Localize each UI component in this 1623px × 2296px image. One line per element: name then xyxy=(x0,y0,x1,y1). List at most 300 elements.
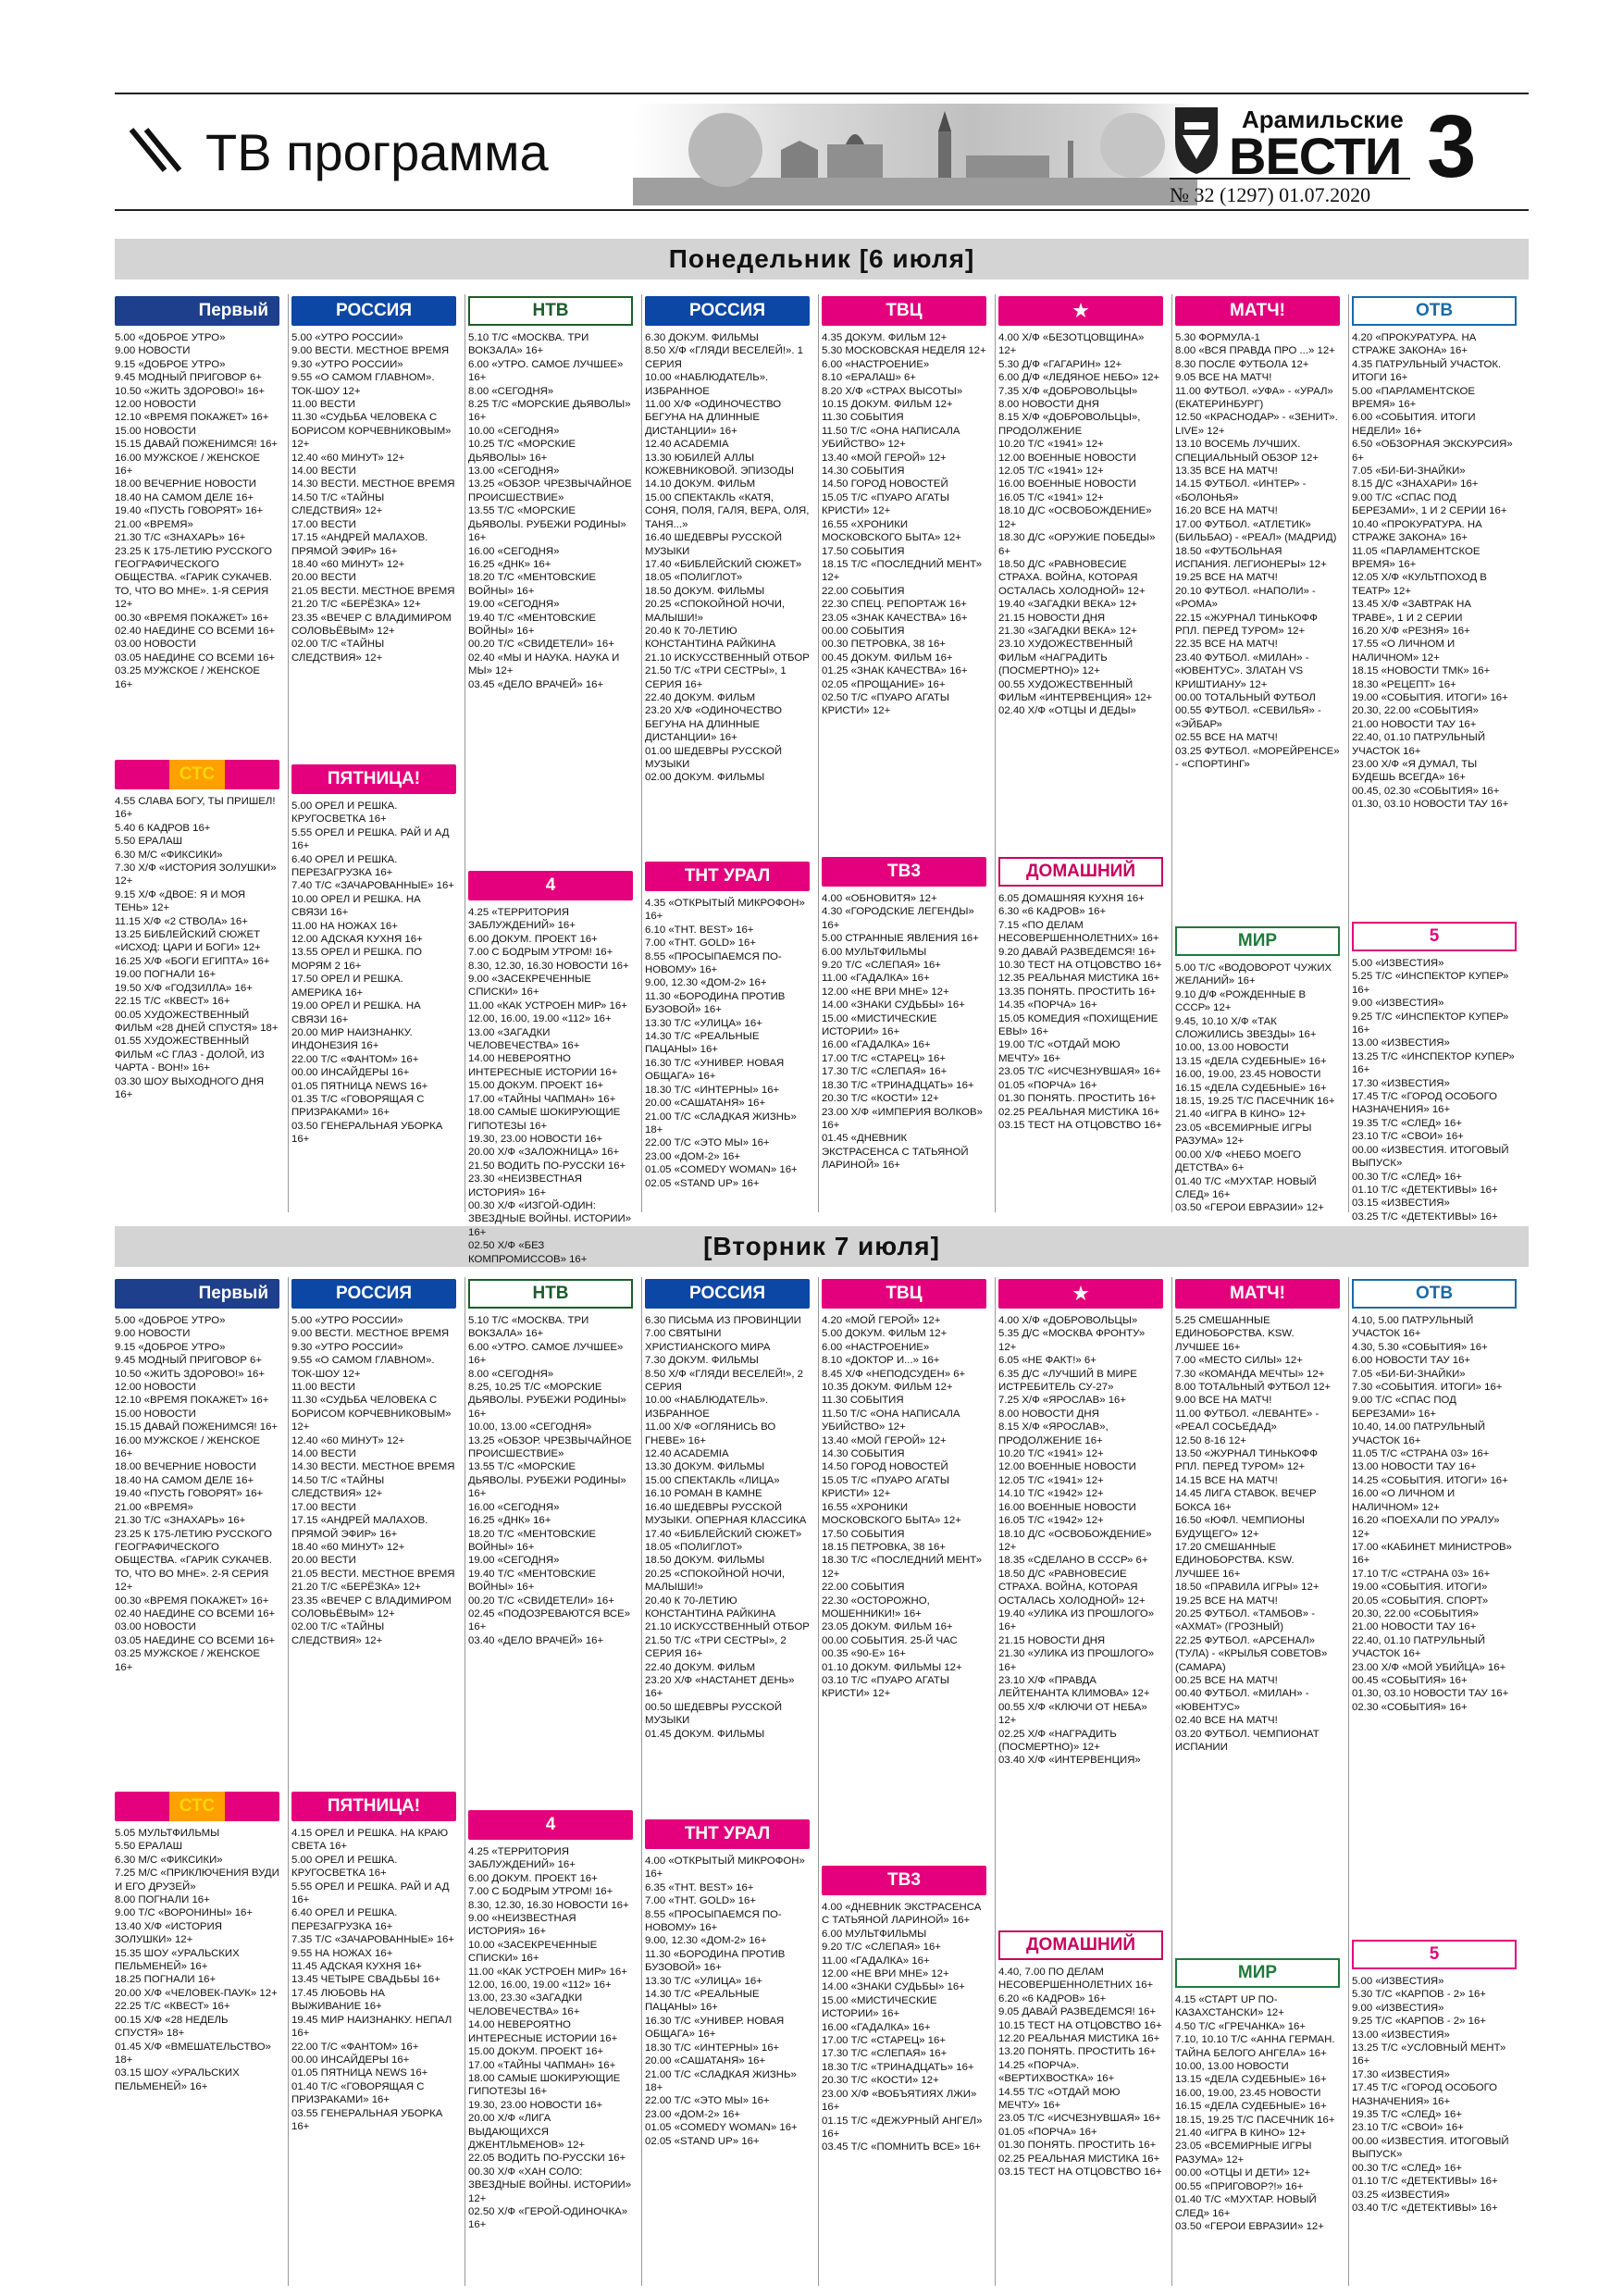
program-item: 5.50 ЕРАЛАШ xyxy=(115,1841,183,1853)
program-item: 01.40 Т/С «МУХТАР. НОВЫЙ СЛЕД» 16+ xyxy=(1175,2194,1317,2219)
program-list-mon-3a xyxy=(468,331,633,865)
channel-logo-otv-mon-a8 xyxy=(1352,296,1517,326)
program-item: 12.10 «ВРЕМЯ ПОКАЖЕТ» 16+ xyxy=(115,412,269,424)
channel-logo-text: ТВЦ xyxy=(886,1284,923,1303)
program-item: 8.55 «ПРОСЫПАЕМСЯ ПО-НОВОМУ» 16+ xyxy=(645,1908,782,1934)
program-item: 6.00 «СОБЫТИЯ. ИТОГИ НЕДЕЛИ» 16+ xyxy=(1352,412,1476,437)
program-item: 17.00 Т/С «СТАРЕЦ» 16+ xyxy=(822,1052,946,1064)
program-item: 4.10, 5.00 ПАТРУЛЬНЫЙ УЧАСТОК 16+ xyxy=(1352,1315,1474,1340)
program-item: 13.35 ВСЕ НА МАТЧ! xyxy=(1175,465,1278,478)
column-divider xyxy=(1171,1277,1172,2286)
channel-logo-ural4-tue-b3 xyxy=(468,1810,633,1840)
program-item: 01.55 ХУДОЖЕСТВЕННЫЙ ФИЛЬМ «С ГЛАЗ - ДОЛОЙ, ИЗ ЧАРТА - ВОН!» 16+ xyxy=(115,1036,265,1074)
program-item: 5.05 МУЛЬТФИЛЬМЫ xyxy=(115,1828,220,1839)
program-item: 00.00 СОБЫТИЯ xyxy=(822,625,905,637)
program-item: 11.30 СОБЫТИЯ xyxy=(822,412,904,424)
program-item: 20.00 ВЕСТИ xyxy=(291,572,356,584)
program-item: 20.00 «САШАТАНЯ» 16+ xyxy=(645,1098,766,1110)
program-item: 23.00 Х/Ф «Я ДУМАЛ, ТЫ БУДЕШЬ ВСЕГДА» 16+ xyxy=(1352,759,1478,784)
channel-logo-text: РОССИЯ xyxy=(689,301,765,320)
program-item: 9.00, 12.30 «ДОМ-2» 16+ xyxy=(645,1935,767,1947)
program-item: 8.30, 12.30, 16.30 НОВОСТИ 16+ xyxy=(468,1899,629,1911)
program-item: 19.40 «ПУСТЬ ГОВОРЯТ» 16+ xyxy=(115,1488,264,1500)
program-list-mon-7a xyxy=(1175,331,1340,921)
program-item: 20.00 Х/Ф «ЧЕЛОВЕК-ПАУК» 12+ xyxy=(115,1987,278,1999)
program-item: 02.50 Х/Ф «ГЕРОЙ-ОДИНОЧКА» 16+ xyxy=(468,2205,628,2231)
channel-logo-text: НТВ xyxy=(468,1279,633,1309)
program-item: 03.15 ШОУ «УРАЛЬСКИХ ПЕЛЬМЕНЕЙ» 16+ xyxy=(115,2067,240,2092)
program-item: 11.00 НА НОЖАХ 16+ xyxy=(291,920,398,932)
program-item: 5.00 «ИЗВЕСТИЯ» xyxy=(1352,1976,1444,1987)
program-item: 22.40, 01.10 ПАТРУЛЬНЫЙ УЧАСТОК 16+ xyxy=(1352,1634,1486,1660)
program-item: 22.00 Т/С «ФАНТОМ» 16+ xyxy=(291,1053,419,1065)
program-item: 01.05 ПЯТНИЦА NEWS 16+ xyxy=(291,2067,428,2079)
program-item: 4.00 Х/Ф «ДОБРОВОЛЬЦЫ» xyxy=(998,1315,1138,1326)
program-item: 16.55 «ХРОНИКИ МОСКОВСКОГО БЫТА» 12+ xyxy=(822,518,961,544)
program-item: 4.35 ПАТРУЛЬНЫЙ УЧАСТОК. ИТОГИ 16+ xyxy=(1352,358,1502,384)
coat-of-arms-icon xyxy=(1170,102,1223,176)
program-item: 03.25 ФУТБОЛ. «МОРЕЙРЕНСЕ» - «СПОРТИНГ» xyxy=(1175,745,1340,770)
program-item: 11.30 СОБЫТИЯ xyxy=(822,1395,904,1407)
program-item: 21.00 Т/С «СЛАДКАЯ ЖИЗНЬ» 18+ xyxy=(645,1111,797,1136)
program-item: 13.40 «МОЙ ГЕРОЙ» 12+ xyxy=(822,1434,947,1446)
program-item: 4.00 «ОТКРЫТЫЙ МИКРОФОН» 16+ xyxy=(645,1855,805,1880)
program-item: 19.40 «УЛИКА ИЗ ПРОШЛОГО» 16+ xyxy=(998,1607,1155,1633)
program-item: 03.50 «ГЕРОИ ЕВРАЗИИ» 12+ xyxy=(1175,1202,1324,1214)
channel-logo-kultura-mon-a4 xyxy=(645,296,810,326)
program-item: 9.00 ВСЕ НА МАТЧ! xyxy=(1175,1395,1272,1407)
program-item: 19.00 Т/С «ОТДАЙ МОЮ МЕЧТУ» 16+ xyxy=(998,1039,1121,1064)
program-item: 10.15 ДОКУМ. ФИЛЬМ 12+ xyxy=(822,399,953,411)
program-item: 19.00 «СОБЫТИЯ. ИТОГИ» 16+ xyxy=(1352,691,1508,703)
program-item: 16.15 «ДЕЛА СУДЕБНЫЕ» 16+ xyxy=(1175,1082,1327,1094)
program-item: 23.10 Т/С «СВОИ» 16+ xyxy=(1352,1131,1464,1143)
program-item: 11.00 ВЕСТИ xyxy=(291,1382,356,1394)
channel-logo-text: Первый xyxy=(198,1284,268,1303)
program-item: 03.50 ГЕНЕРАЛЬНАЯ УБОРКА 16+ xyxy=(291,1120,443,1146)
program-item: 9.00 НОВОСТИ xyxy=(115,1328,191,1340)
program-item: 14.00 «ЗНАКИ СУДЬБЫ» 16+ xyxy=(822,999,965,1011)
channel-logo-mir-mon-b7 xyxy=(1175,926,1340,956)
program-item: 19.25 ВСЕ НА МАТЧ! xyxy=(1175,572,1278,584)
program-item: 6.00 «УТРО. САМОЕ ЛУЧШЕЕ» 16+ xyxy=(468,358,624,384)
program-item: 6.00 ДОКУМ. ПРОЕКТ 16+ xyxy=(468,1872,598,1884)
program-item: 20.40 К 70-ЛЕТИЮ КОНСТАНТИНА РАЙКИНА xyxy=(645,625,776,651)
program-item: 7.05 «БИ-БИ-ЗНАЙКИ» xyxy=(1352,1368,1466,1380)
program-item: 10.20 Т/С «1941» 12+ xyxy=(998,1448,1104,1460)
program-item: 17.45 Т/С «ГОРОД ОСОБОГО НАЗНАЧЕНИЯ» 16+ xyxy=(1352,1091,1498,1116)
program-item: 10.40 «ПРОКУРАТУРА. НА СТРАЖЕ ЗАКОНА» 16+ xyxy=(1352,518,1482,544)
logo-small-text: Арамильские xyxy=(1242,105,1404,133)
program-item: 21.05 ВЕСТИ. МЕСТНОЕ ВРЕМЯ xyxy=(291,585,455,597)
program-item: 6.00 ДОКУМ. ПРОЕКТ 16+ xyxy=(468,933,598,945)
column-divider xyxy=(1348,1277,1349,2286)
program-item: 17.00 «ТАЙНЫ ЧАПМАН» 16+ xyxy=(468,2059,616,2071)
channel-logo-ctc-mon-b1 xyxy=(115,760,279,789)
program-item: 18.15 «НОВОСТИ ТМК» 16+ xyxy=(1352,665,1491,677)
program-item: 03.20 ФУТБОЛ. ЧЕМПИОНАТ ИСПАНИИ xyxy=(1175,1728,1319,1753)
program-item: 00.00 «ОТЦЫ И ДЕТИ» 12+ xyxy=(1175,2167,1311,2179)
program-item: 03.25 МУЖСКОЕ / ЖЕНСКОЕ 16+ xyxy=(115,1648,260,1673)
program-item: 8.10 «ДОКТОР И...» 16+ xyxy=(822,1355,940,1367)
channel-logo-five-mon-b8 xyxy=(1352,922,1517,951)
program-item: 9.25 Т/С «КАРПОВ - 2» 16+ xyxy=(1352,2016,1486,2028)
program-item: 17.00 «ТАЙНЫ ЧАПМАН» 16+ xyxy=(468,1093,616,1105)
program-item: 10.00 «СЕГОДНЯ» xyxy=(468,425,560,437)
program-item: 18.20 Т/С «МЕНТОВСКИЕ ВОЙНЫ» 16+ xyxy=(468,572,596,597)
program-item: 19.50 Х/Ф «ГОДЗИЛЛА» 16+ xyxy=(115,982,253,994)
program-item: 11.05 Т/С «СТРАНА 03» 16+ xyxy=(1352,1448,1490,1460)
program-item: 15.00 НОВОСТИ xyxy=(115,425,196,437)
program-item: 7.40 Т/С «ЗАЧАРОВАННЫЕ» 16+ xyxy=(291,880,454,892)
program-item: 8.00 «ВСЯ ПРАВДА ПРО ...» 12+ xyxy=(1175,345,1335,357)
program-item: 12.10 «ВРЕМЯ ПОКАЖЕТ» 16+ xyxy=(115,1395,269,1407)
channel-logo-pyatnica-tue-b2 xyxy=(291,1792,456,1821)
program-item: 12.05 Т/С «1941» 12+ xyxy=(998,465,1104,478)
program-item: 13.25 «ОБЗОР. ЧРЕЗВЫЧАЙНОЕ ПРОИСШЕСТВИЕ» xyxy=(468,478,632,503)
program-item: 4.30, 5.30 «СОБЫТИЯ» 16+ xyxy=(1352,1341,1488,1353)
channel-logo-ural4-mon-b3 xyxy=(468,871,633,900)
program-item: 9.30 «УТРО РОССИИ» xyxy=(291,1341,403,1353)
program-item: 15.00 СПЕКТАКЛЬ «ЛИЦА» xyxy=(645,1474,780,1486)
program-item: 6.00 МУЛЬТФИЛЬМЫ xyxy=(822,946,927,958)
program-item: 01.40 Т/С «ГОВОРЯЩАЯ С ПРИЗРАКАМИ» 16+ xyxy=(291,2080,425,2106)
program-item: 01.00 ШЕДЕВРЫ РУССКОЙ МУЗЫКИ xyxy=(645,745,783,770)
program-item: 20.30, 22.00 «СОБЫТИЯ» xyxy=(1352,1607,1479,1620)
program-item: 8.20 Х/Ф «СТРАХ ВЫСОТЫ» xyxy=(822,385,963,397)
program-item: 23.10 Т/С «СВОИ» 16+ xyxy=(1352,2122,1464,2134)
program-item: 13.30 ЮБИЛЕЙ АЛЛЫ КОЖЕВНИКОВОЙ. ЭПИЗОДЫ xyxy=(645,452,794,478)
program-item: 6.00 НОВОСТИ ТАУ 16+ xyxy=(1352,1355,1471,1367)
program-item: 18.30 Т/С «ПОСЛЕДНИЙ МЕНТ» 12+ xyxy=(822,1555,983,1580)
program-item: 13.50 «ЖУРНАЛ ТИНЬКОФФ РПЛ. ПЕРЕД ТУРОМ» 12+ xyxy=(1175,1448,1318,1473)
program-item: 11.45 АДСКАЯ КУХНЯ 16+ xyxy=(291,1961,422,1973)
program-item: 10.35 ДОКУМ. ФИЛЬМ 12+ xyxy=(822,1382,953,1394)
program-item: 23.05 ДОКУМ. ФИЛЬМ 16+ xyxy=(822,1621,953,1633)
page-header xyxy=(115,93,1529,211)
program-item: 11.00 «ГАДАЛКА» 16+ xyxy=(822,973,930,985)
program-item: 5.00 «УТРО РОССИИ» xyxy=(291,1315,403,1326)
program-item: 01.25 «ЗНАК КАЧЕСТВА» 16+ xyxy=(822,665,968,677)
program-item: 20.00 ВЕСТИ xyxy=(291,1555,356,1567)
program-item: 7.00 С БОДРЫМ УТРОМ! 16+ xyxy=(468,1886,613,1898)
channel-logo-otv-tue-a8 xyxy=(1352,1279,1517,1309)
program-item: 6.30 М/С «ФИКСИКИ» xyxy=(115,1854,223,1866)
program-item: 21.50 ВОДИТЬ ПО-РУССКИ 16+ xyxy=(468,1160,626,1172)
program-list-tue-1a xyxy=(115,1314,279,1786)
channel-logo-text: Первый xyxy=(198,301,268,320)
program-item: 18.50 «ПРАВИЛА ИГРЫ» 12+ xyxy=(1175,1582,1319,1594)
program-item: 13.00, 23.30 «ЗАГАДКИ ЧЕЛОВЕЧЕСТВА» 16+ xyxy=(468,1992,583,2017)
program-item: 14.50 Т/С «ТАЙНЫ СЛЕДСТВИЯ» 12+ xyxy=(291,491,385,517)
program-item: 02.40 НАЕДИНЕ СО ВСЕМИ 16+ xyxy=(115,625,276,637)
program-item: 21.00 Т/С «СЛАДКАЯ ЖИЗНЬ» 18+ xyxy=(645,2068,797,2093)
program-item: 00.30 Х/Ф «ИЗГОЙ-ОДИН: ЗВЕЗДНЫЕ ВОЙНЫ. ИСТОРИИ» 16+ xyxy=(468,1199,632,1238)
program-item: 18.30 «РЕЦЕПТ» 16+ xyxy=(1352,678,1456,690)
day-header-monday: Понедельник [6 июля] xyxy=(115,239,1529,279)
program-item: 18.50 «ФУТБОЛЬНАЯ ИСПАНИЯ. ЛЕГИОНЕРЫ» 12+ xyxy=(1175,545,1327,570)
program-item: 16.05 Т/С «1941» 12+ xyxy=(998,491,1104,503)
program-item: 10.00, 13.00 НОВОСТИ xyxy=(1175,2061,1289,2073)
program-item: 18.05 «ПОЛИГЛОТ» xyxy=(645,1541,743,1553)
program-list-tue-6b xyxy=(998,1966,1163,2286)
program-item: 22.30 СПЕЦ. РЕПОРТАЖ 16+ xyxy=(822,599,967,611)
program-item: 19.45 МИР НАИЗНАНКУ. НЕПАЛ 16+ xyxy=(291,2014,452,2040)
channel-logo-text: ТВЦ xyxy=(886,301,923,320)
program-item: 5.10 Т/С «МОСКВА. ТРИ ВОКЗАЛА» 16+ xyxy=(468,332,589,357)
program-item: 15.15 ДАВАЙ ПОЖЕНИМСЯ! 16+ xyxy=(115,1421,279,1433)
program-item: 13.55 Т/С «МОРСКИЕ ДЬЯВОЛЫ. РУБЕЖИ РОДИНЫ» 16+ xyxy=(468,505,626,544)
program-item: 7.00 С БОДРЫМ УТРОМ! 16+ xyxy=(468,947,613,959)
channel-logo-perviy-tue-a1 xyxy=(115,1279,279,1309)
program-item: 21.30 «УЛИКА ИЗ ПРОШЛОГО» 16+ xyxy=(998,1648,1155,1673)
program-item: 23.35 «ВЕЧЕР С ВЛАДИМИРОМ СОЛОВЬЁВЫМ» 12+ xyxy=(291,612,452,637)
program-item: 13.25 Т/С «ИНСПЕКТОР КУПЕР» 16+ xyxy=(1352,1050,1515,1076)
program-item: 12.40 «60 МИНУТ» 12+ xyxy=(291,452,405,464)
program-item: 00.20 Т/С «СВИДЕТЕЛИ» 16+ xyxy=(468,1595,614,1607)
program-item: 18.10 Д/С «ОСВОБОЖДЕНИЕ» 12+ xyxy=(998,1528,1152,1553)
program-item: 10.20 Т/С «1941» 12+ xyxy=(998,439,1104,451)
program-item: 13.45 Х/Ф «ЗАВТРАК НА ТРАВЕ», 1 И 2 СЕРИИ xyxy=(1352,599,1471,624)
channel-logo-domashniy-tue-b6 xyxy=(998,1930,1163,1960)
program-item: 21.00 «ВРЕМЯ» xyxy=(115,1501,193,1513)
program-item: 16.50 «ЮФЛ. ЧЕМПИОНЫ БУДУЩЕГО» 12+ xyxy=(1175,1515,1305,1540)
program-item: 01.05 ПЯТНИЦА NEWS 16+ xyxy=(291,1080,428,1092)
program-item: 18.35 «СДЕЛАНО В СССР» 6+ xyxy=(998,1555,1148,1567)
program-item: 5.00 ОРЕЛ И РЕШКА. КРУГОСВЕТКА 16+ xyxy=(291,800,398,825)
program-item: 13.15 «ДЕЛА СУДЕБНЫЕ» 16+ xyxy=(1175,1055,1327,1067)
program-item: 02.00 Т/С «ТАЙНЫ СЛЕДСТВИЯ» 12+ xyxy=(291,639,385,664)
program-item: 8.00 «СЕГОДНЯ» xyxy=(468,385,554,397)
program-item: 11.30 «БОРОДИНА ПРОТИВ БУЗОВОЙ» 16+ xyxy=(645,990,786,1016)
program-item: 14.00 НЕВЕРОЯТНО ИНТЕРЕСНЫЕ ИСТОРИИ 16+ xyxy=(468,1053,618,1078)
program-item: 02.30 «СОБЫТИЯ» 16+ xyxy=(1352,1701,1468,1713)
program-item: 18.00 ВЕЧЕРНИЕ НОВОСТИ xyxy=(115,1461,256,1473)
program-item: 18.40 НА САМОМ ДЕЛЕ 16+ xyxy=(115,1474,254,1486)
program-item: 23.05 Т/С «ИСЧЕЗНУВШАЯ» 16+ xyxy=(998,2113,1161,2125)
program-item: 10.25 Т/С «МОРСКИЕ ДЬЯВОЛЫ» 16+ xyxy=(468,439,576,464)
program-item: 23.05 «ВСЕМИРНЫЕ ИГРЫ РАЗУМА» 12+ xyxy=(1175,2141,1312,2166)
program-item: 22.00 Т/С «ФАНТОМ» 16+ xyxy=(291,2041,419,2053)
program-item: 14.50 ГОРОД НОВОСТЕЙ xyxy=(822,478,948,490)
church-illustration xyxy=(633,104,1197,205)
program-item: 13.20 ПОНЯТЬ. ПРОСТИТЬ 16+ xyxy=(998,2046,1157,2058)
channel-logo-five-tue-b8 xyxy=(1352,1940,1517,1969)
program-item: 8.00 НОВОСТИ ДНЯ xyxy=(998,1408,1099,1420)
program-list-tue-5b xyxy=(822,1901,986,2286)
program-item: 5.30 МОСКОВСКАЯ НЕДЕЛЯ 12+ xyxy=(822,345,986,357)
program-item: 11.00 «КАК УСТРОЕН МИР» 16+ xyxy=(468,1966,627,1978)
program-item: 12.35 РЕАЛЬНАЯ МИСТИКА 16+ xyxy=(998,973,1160,985)
program-item: 9.30 «УТРО РОССИИ» xyxy=(291,358,403,370)
program-item: 13.00 «ЗАГАДКИ ЧЕЛОВЕЧЕСТВА» 16+ xyxy=(468,1026,580,1052)
program-item: 00.55 ХУДОЖЕСТВЕННЫЙ ФИЛЬМ «ИНТЕРВЕНЦИЯ» 12+ xyxy=(998,678,1153,703)
program-list-tue-2a xyxy=(291,1314,456,1786)
program-item: 16.20 Х/Ф «РЕЗНЯ» 16+ xyxy=(1352,625,1470,637)
program-item: 14.00 «ЗНАКИ СУДЬБЫ» 16+ xyxy=(822,1981,965,1993)
program-item: 01.30, 03.10 НОВОСТИ ТАУ 16+ xyxy=(1352,799,1509,811)
column-divider xyxy=(818,294,819,1212)
column-divider xyxy=(818,1277,819,2286)
program-item: 4.15 ОРЕЛ И РЕШКА. НА КРАЮ СВЕТА 16+ xyxy=(291,1828,449,1853)
program-item: 16.25 Х/Ф «БОГИ ЕГИПТА» 16+ xyxy=(115,955,270,967)
program-item: 17.15 «АНДРЕЙ МАЛАХОВ. ПРЯМОЙ ЭФИР» 16+ xyxy=(291,532,428,557)
program-item: 03.15 «ИЗВЕСТИЯ» xyxy=(1352,1198,1450,1210)
program-item: 20.25 «СПОКОЙНОЙ НОЧИ, МАЛЫШИ!» xyxy=(645,599,786,624)
channel-logo-text: МИР xyxy=(1175,1958,1340,1988)
double-slash-icon xyxy=(128,124,183,176)
program-item: 6.30 М/С «ФИКСИКИ» xyxy=(115,849,223,861)
program-item: 5.00 «ДОБРОЕ УТРО» xyxy=(115,332,226,343)
program-item: 9.20 ДАВАЙ РАЗВЕДЕМСЯ! 16+ xyxy=(998,946,1157,958)
program-item: 02.40 ВСЕ НА МАТЧ! xyxy=(1175,1715,1278,1727)
program-item: 16.00 МУЖСКОЕ / ЖЕНСКОЕ 16+ xyxy=(115,1434,260,1460)
program-item: 16.25 «ДНК» 16+ xyxy=(468,558,551,570)
program-item: 5.40 6 КАДРОВ 16+ xyxy=(115,822,211,834)
program-item: 13.30 ДОКУМ. ФИЛЬМЫ xyxy=(645,1461,765,1473)
program-item: 20.05 «СОБЫТИЯ. СПОРТ» xyxy=(1352,1595,1489,1607)
program-item: 6.50 «ОБЗОРНАЯ ЭКСКУРСИЯ» 6+ xyxy=(1352,439,1513,464)
column-divider xyxy=(1348,294,1349,1212)
program-item: 01.10 Т/С «ДЕТЕКТИВЫ» 16+ xyxy=(1352,1184,1498,1196)
program-item: 16.00 «ГАДАЛКА» 16+ xyxy=(822,1039,931,1051)
program-item: 17.45 Т/С «ГОРОД ОСОБОГО НАЗНАЧЕНИЯ» 16+ xyxy=(1352,2082,1498,2107)
channel-logo-text: ТВ3 xyxy=(887,1870,921,1890)
program-item: 20.30 Т/С «КОСТИ» 12+ xyxy=(822,2075,939,2087)
program-item: 9.00 НОВОСТИ xyxy=(115,345,191,357)
program-item: 16.00 «СЕГОДНЯ» xyxy=(468,545,560,557)
page-number: 3 xyxy=(1427,97,1477,196)
program-item: 4.25 «ТЕРРИТОРИЯ ЗАБЛУЖДЕНИЙ» 16+ xyxy=(468,907,576,932)
program-item: 23.20 Х/Ф «ОДИНОЧЕСТВО БЕГУНА НА ДЛИННЫЕ ДИСТАНЦИИ» 16+ xyxy=(645,705,783,744)
program-list-mon-4b xyxy=(645,897,810,1212)
program-item: 02.40 «МЫ И НАУКА. НАУКА И МЫ» 12+ xyxy=(468,652,620,677)
program-item: 02.25 Х/Ф «НАГРАДИТЬ (ПОСМЕРТНО)» 12+ xyxy=(998,1728,1117,1753)
program-item: 16.40 ШЕДЕВРЫ РУССКОЙ МУЗЫКИ xyxy=(645,532,783,557)
program-item: 18.40 «60 МИНУТ» 12+ xyxy=(291,1541,405,1553)
program-item: 13.40 «МОЙ ГЕРОЙ» 12+ xyxy=(822,452,947,464)
program-item: 03.40 Х/Ф «ИНТЕРВЕНЦИЯ» xyxy=(998,1755,1141,1767)
program-item: 03.05 НАЕДИНЕ СО ВСЕМИ 16+ xyxy=(115,652,276,664)
channel-logo-tntural-tue-b4 xyxy=(645,1819,810,1849)
program-item: 19.00 ПОГНАЛИ 16+ xyxy=(115,969,217,981)
program-item: 7.10, 10.10 Т/С «АННА ГЕРМАН. ТАЙНА БЕЛОГО АНГЕЛА» 16+ xyxy=(1175,2034,1335,2059)
program-item: 11.30 «СУДЬБА ЧЕЛОВЕКА С БОРИСОМ КОРЧЕВНИКОВЫМ» 12+ xyxy=(291,412,452,451)
program-item: 12.05 Т/С «1941» 12+ xyxy=(998,1474,1104,1486)
program-item: 9.55 «О САМОМ ГЛАВНОМ». ТОК-ШОУ 12+ xyxy=(291,372,435,397)
program-item: 11.50 Т/С «ОНА НАПИСАЛА УБИЙСТВО» 12+ xyxy=(822,1408,960,1433)
program-item: 4.40, 7.00 ПО ДЕЛАМ НЕСОВЕРШЕННОЛЕТНИХ 16+ xyxy=(998,1967,1154,1992)
program-item: 19.00 «СЕГОДНЯ» xyxy=(468,599,560,611)
channel-logo-tvc-mon-a5 xyxy=(822,296,986,326)
program-item: 23.10 ХУДОЖЕСТВЕННЫЙ ФИЛЬМ «НАГРАДИТЬ (ПОСМЕРТНО)» 12+ xyxy=(998,639,1134,677)
program-item: 4.15 «СТАРТ UP ПО-КАЗАХСТАНСКИ» 12+ xyxy=(1175,1994,1284,2019)
program-item: 22.15 Т/С «КВЕСТ» 16+ xyxy=(115,996,230,1008)
program-item: 9.15 «ДОБРОЕ УТРО» xyxy=(115,1341,226,1353)
program-list-tue-4a xyxy=(645,1314,810,1814)
program-item: 13.25 «ОБЗОР. ЧРЕЗВЫЧАЙНОЕ ПРОИСШЕСТВИЕ» xyxy=(468,1434,632,1460)
program-item: 02.55 ВСЕ НА МАТЧ! xyxy=(1175,732,1278,744)
program-item: 9.55 НА НОЖАХ 16+ xyxy=(291,1947,393,1959)
program-item: 02.05 «STAND UP» 16+ xyxy=(645,2135,760,2147)
program-item: 22.00 СОБЫТИЯ xyxy=(822,1582,905,1594)
program-item: 02.00 Т/С «ТАЙНЫ СЛЕДСТВИЯ» 12+ xyxy=(291,1621,385,1646)
program-item: 00.00 ТОТАЛЬНЫЙ ФУТБОЛ xyxy=(1175,691,1316,703)
program-item: 5.30 ФОРМУЛА-1 xyxy=(1175,332,1260,343)
program-item: 9.45, 10.10 Х/Ф «ТАК СЛОЖИЛИСЬ ЗВЕЗДЫ» 16+ xyxy=(1175,1015,1317,1041)
program-item: 21.40 «ИГРА В КИНО» 12+ xyxy=(1175,2128,1307,2140)
program-item: 01.45 Х/Ф «ВМЕШАТЕЛЬСТВО» 18+ xyxy=(115,2041,271,2066)
program-item: 8.00 ТОТАЛЬНЫЙ ФУТБОЛ 12+ xyxy=(1175,1382,1332,1394)
program-item: 01.30 ПОНЯТЬ. ПРОСТИТЬ 16+ xyxy=(998,1093,1157,1105)
channel-logo-text: ОТВ xyxy=(1352,296,1517,326)
channel-logo-kultura-tue-a4 xyxy=(645,1279,810,1309)
program-item: 20.25 ФУТБОЛ. «ТАМБОВ» - «АХМАТ» (ГРОЗНЫЙ) xyxy=(1175,1607,1315,1633)
program-item: 8.30 ПОСЛЕ ФУТБОЛА 12+ xyxy=(1175,358,1309,370)
program-item: 9.00 ВЕСТИ. МЕСТНОЕ ВРЕМЯ xyxy=(291,345,450,357)
program-item: 17.30 «ИЗВЕСТИЯ» xyxy=(1352,2068,1450,2080)
program-item: 14.30 ВЕСТИ. МЕСТНОЕ ВРЕМЯ xyxy=(291,1461,455,1473)
program-item: 8.15 Х/Ф «ДОБРОВОЛЬЦЫ», ПРОДОЛЖЕНИЕ xyxy=(998,412,1141,437)
program-item: 02.50 Х/Ф «БЕЗ КОМПРОМИССОВ» 16+ xyxy=(468,1240,588,1265)
channel-logo-text: ТВ3 xyxy=(887,862,921,881)
program-item: 03.40 «ДЕЛО ВРАЧЕЙ» 16+ xyxy=(468,1634,604,1646)
channel-logo-zvezda-tue-a6 xyxy=(998,1279,1163,1309)
program-list-tue-8b xyxy=(1352,1975,1517,2286)
program-item: 20.30, 22.00 «СОБЫТИЯ» xyxy=(1352,705,1479,717)
program-item: 03.30 ШОУ ВЫХОДНОГО ДНЯ 16+ xyxy=(115,1075,265,1100)
program-item: 21.15 НОВОСТИ ДНЯ xyxy=(998,612,1106,624)
program-item: 6.10 «ТНТ. BEST» 16+ xyxy=(645,924,754,936)
program-item: 14.25 «ПОРЧА». «ВЕРТИХВОСТКА» 16+ xyxy=(998,2059,1115,2085)
channel-logo-tntural-mon-b4 xyxy=(645,862,810,891)
program-list-mon-5b xyxy=(822,892,986,1212)
program-item: 00.45 ДОКУМ. ФИЛЬМ 16+ xyxy=(822,652,953,664)
program-item: 21.20 Т/С «БЕРЁЗКА» 12+ xyxy=(291,1582,421,1594)
program-item: 14.10 ДОКУМ. ФИЛЬМ xyxy=(645,478,756,490)
program-item: 16.00 МУЖСКОЕ / ЖЕНСКОЕ 16+ xyxy=(115,452,260,478)
program-item: 12.05 Х/Ф «КУЛЬТПОХОД В ТЕАТР» 12+ xyxy=(1352,572,1487,597)
program-item: 00.00 ИНСАЙДЕРЫ 16+ xyxy=(291,2054,410,2066)
program-item: 18.30 Т/С «ИНТЕРНЫ» 16+ xyxy=(645,2042,780,2054)
program-item: 01.05 «COMEDY WOMAN» 16+ xyxy=(645,2122,798,2134)
program-item: 21.05 ВЕСТИ. МЕСТНОЕ ВРЕМЯ xyxy=(291,1568,455,1580)
program-item: 19.00 «СЕГОДНЯ» xyxy=(468,1555,560,1567)
program-item: 00.05 ХУДОЖЕСТВЕННЫЙ ФИЛЬМ «28 ДНЕЙ СПУСТЯ» 18+ xyxy=(115,1009,279,1034)
program-item: 10.30 ТЕСТ НА ОТЦОВСТВО 16+ xyxy=(998,960,1162,972)
program-item: 22.00 Т/С «ЭТО МЫ» 16+ xyxy=(645,2095,770,2107)
program-item: 00.55 ФУТБОЛ. «СЕВИЛЬЯ» - «ЭЙБАР» xyxy=(1175,705,1321,730)
program-item: 23.25 К 175-ЛЕТИЮ РУССКОГО ГЕОГРАФИЧЕСКОГО ОБЩЕСТВА. «ГАРИК СУКАЧЕВ. ТО, ЧТО ВО МНЕ». 1-Я СЕРИЯ 12+ xyxy=(115,545,272,611)
program-item: 00.20 Т/С «СВИДЕТЕЛИ» 16+ xyxy=(468,639,614,651)
program-item: 15.05 КОМЕДИЯ «ПОХИЩЕНИЕ ЕВЫ» 16+ xyxy=(998,1012,1158,1038)
program-item: 19.30, 23.00 НОВОСТИ 16+ xyxy=(468,1133,603,1145)
program-item: 8.50 Х/Ф «ГЛЯДИ ВЕСЕЛЕЙ!». 1 СЕРИЯ xyxy=(645,345,803,370)
program-list-mon-1b xyxy=(115,795,279,1212)
program-item: 00.40 ФУТБОЛ. «МИЛАН» - «ЮВЕНТУС» xyxy=(1175,1688,1309,1713)
program-item: 7.00 «МЕСТО СИЛЫ» 12+ xyxy=(1175,1355,1303,1367)
program-item: 10.40, 14.00 ПАТРУЛЬНЫЙ УЧАСТОК 16+ xyxy=(1352,1421,1486,1446)
program-item: 01.10 Т/С «ДЕТЕКТИВЫ» 16+ xyxy=(1352,2176,1498,2188)
program-item: 23.00 «ДОМ-2» 16+ xyxy=(645,1150,741,1162)
program-item: 01.10 ДОКУМ. ФИЛЬМЫ 12+ xyxy=(822,1661,962,1673)
program-item: 9.20 Т/С «СЛЕПАЯ» 16+ xyxy=(822,1942,941,1954)
channel-logo-text: 5 xyxy=(1352,1940,1517,1969)
channel-logo-text: ОТВ xyxy=(1352,1279,1517,1309)
program-item: 6.20 «6 КАДРОВ» 16+ xyxy=(998,1992,1107,2004)
program-item: 21.30 Т/С «ЗНАХАРЬ» 16+ xyxy=(115,532,246,544)
program-item: 15.05 Т/С «ПУАРО АГАТЫ КРИСТИ» 12+ xyxy=(822,491,949,517)
